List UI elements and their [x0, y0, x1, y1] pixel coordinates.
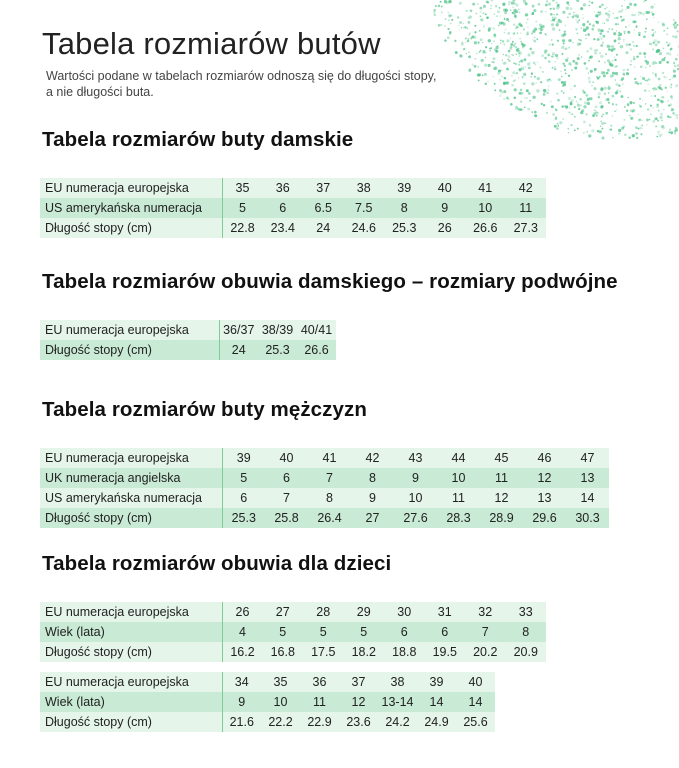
size-value-cell: 20.9 — [506, 642, 547, 662]
size-value-cell: 25.3 — [258, 340, 297, 360]
size-value-cell: 8 — [351, 468, 394, 488]
size-value-cell: 13 — [523, 488, 566, 508]
size-value-cell: 11 — [300, 692, 339, 712]
table-row — [40, 672, 495, 692]
size-value-cell: 24.6 — [344, 218, 385, 238]
size-value-cell: 18.8 — [384, 642, 425, 662]
size-value-cell: 25.6 — [456, 712, 495, 732]
page-title: Tabela rozmiarów butów — [42, 26, 381, 61]
size-value-cell: 24.2 — [378, 712, 417, 732]
size-value-cell: 14 — [417, 692, 456, 712]
size-value-cell: 27 — [351, 508, 394, 528]
table-row — [40, 178, 546, 198]
size-value-cell: 7 — [265, 488, 308, 508]
row-label: Długość stopy (cm) — [40, 340, 219, 360]
size-value-cell: 30.3 — [566, 508, 609, 528]
size-value-cell: 7 — [465, 622, 506, 642]
subtitle-line-1: Wartości podane w tabelach rozmiarów odnoszą się do długości stopy, — [46, 69, 437, 83]
size-value-cell: 40 — [456, 672, 495, 692]
size-value-cell: 26 — [222, 602, 263, 622]
size-value-cell: 12 — [480, 488, 523, 508]
size-value-cell: 26.4 — [308, 508, 351, 528]
size-value-cell: 23.6 — [339, 712, 378, 732]
table-men-sizes — [40, 448, 609, 528]
size-value-cell: 10 — [437, 468, 480, 488]
size-value-cell: 36 — [300, 672, 339, 692]
size-value-cell: 11 — [480, 468, 523, 488]
table-row — [40, 622, 546, 642]
size-value-cell: 10 — [465, 198, 506, 218]
table-row — [40, 468, 609, 488]
table-row — [40, 340, 336, 360]
size-value-cell: 28.3 — [437, 508, 480, 528]
size-value-cell: 39 — [417, 672, 456, 692]
table-women-sizes — [40, 178, 546, 238]
size-value-cell: 25.8 — [265, 508, 308, 528]
size-value-cell: 32 — [465, 602, 506, 622]
page-subtitle — [46, 68, 466, 100]
size-value-cell: 19.5 — [425, 642, 466, 662]
size-value-cell: 6 — [222, 488, 265, 508]
size-value-cell: 22.2 — [261, 712, 300, 732]
size-value-cell: 38/39 — [258, 320, 297, 340]
size-value-cell: 23.4 — [263, 218, 304, 238]
section-title-men: Tabela rozmiarów buty mężczyzn — [42, 398, 368, 421]
size-value-cell: 8 — [384, 198, 425, 218]
size-value-cell: 22.8 — [222, 218, 263, 238]
table-kids-sizes-2 — [40, 672, 495, 732]
size-value-cell: 41 — [465, 178, 506, 198]
row-label: Wiek (lata) — [40, 622, 222, 642]
size-value-cell: 7 — [308, 468, 351, 488]
size-value-cell: 18.2 — [344, 642, 385, 662]
size-value-cell: 16.8 — [263, 642, 304, 662]
table-row — [40, 488, 609, 508]
size-value-cell: 26.6 — [465, 218, 506, 238]
size-value-cell: 24.9 — [417, 712, 456, 732]
size-value-cell: 43 — [394, 448, 437, 468]
row-label: EU numeracja europejska — [40, 602, 222, 622]
size-value-cell: 6 — [265, 468, 308, 488]
table-row — [40, 508, 609, 528]
size-value-cell: 36 — [263, 178, 304, 198]
table-row — [40, 712, 495, 732]
size-value-cell: 13-14 — [378, 692, 417, 712]
size-value-cell: 5 — [222, 198, 263, 218]
size-value-cell: 26 — [425, 218, 466, 238]
size-value-cell: 39 — [222, 448, 265, 468]
size-value-cell: 42 — [506, 178, 547, 198]
size-value-cell: 11 — [506, 198, 547, 218]
size-value-cell: 38 — [378, 672, 417, 692]
size-value-cell: 9 — [425, 198, 466, 218]
size-value-cell: 47 — [566, 448, 609, 468]
size-value-cell: 44 — [437, 448, 480, 468]
size-value-cell: 31 — [425, 602, 466, 622]
table-row — [40, 198, 546, 218]
table-row — [40, 448, 609, 468]
row-label: US amerykańska numeracja — [40, 198, 222, 218]
size-value-cell: 6 — [425, 622, 466, 642]
size-value-cell: 6 — [263, 198, 304, 218]
row-label: Długość stopy (cm) — [40, 642, 222, 662]
size-value-cell: 16.2 — [222, 642, 263, 662]
row-label: Długość stopy (cm) — [40, 218, 222, 238]
size-value-cell: 5 — [303, 622, 344, 642]
table-row — [40, 320, 336, 340]
size-value-cell: 24 — [303, 218, 344, 238]
size-value-cell: 25.3 — [384, 218, 425, 238]
table-row — [40, 602, 546, 622]
size-value-cell: 26.6 — [297, 340, 336, 360]
row-label: EU numeracja europejska — [40, 178, 222, 198]
size-value-cell: 37 — [303, 178, 344, 198]
size-value-cell: 6 — [384, 622, 425, 642]
row-label: EU numeracja europejska — [40, 448, 222, 468]
size-value-cell: 39 — [384, 178, 425, 198]
size-value-cell: 13 — [566, 468, 609, 488]
table-women-double-sizes — [40, 320, 336, 360]
size-value-cell: 40 — [265, 448, 308, 468]
size-value-cell: 14 — [566, 488, 609, 508]
row-label: EU numeracja europejska — [40, 320, 219, 340]
size-value-cell: 27.3 — [506, 218, 547, 238]
size-value-cell: 40/41 — [297, 320, 336, 340]
size-value-cell: 24 — [219, 340, 258, 360]
size-value-cell: 9 — [222, 692, 261, 712]
row-label: US amerykańska numeracja — [40, 488, 222, 508]
size-value-cell: 40 — [425, 178, 466, 198]
row-label: Długość stopy (cm) — [40, 712, 222, 732]
table-row — [40, 692, 495, 712]
size-value-cell: 41 — [308, 448, 351, 468]
size-value-cell: 27.6 — [394, 508, 437, 528]
size-value-cell: 33 — [506, 602, 547, 622]
size-value-cell: 9 — [394, 468, 437, 488]
table-row — [40, 218, 546, 238]
size-value-cell: 37 — [339, 672, 378, 692]
subtitle-line-2: a nie długości buta. — [46, 85, 154, 99]
size-value-cell: 14 — [456, 692, 495, 712]
size-value-cell: 6.5 — [303, 198, 344, 218]
size-value-cell: 8 — [506, 622, 547, 642]
size-value-cell: 5 — [344, 622, 385, 642]
row-label: UK numeracja angielska — [40, 468, 222, 488]
size-value-cell: 21.6 — [222, 712, 261, 732]
size-value-cell: 35 — [222, 178, 263, 198]
size-value-cell: 28.9 — [480, 508, 523, 528]
size-value-cell: 27 — [263, 602, 304, 622]
size-value-cell: 17.5 — [303, 642, 344, 662]
size-value-cell: 25.3 — [222, 508, 265, 528]
size-value-cell: 30 — [384, 602, 425, 622]
size-value-cell: 34 — [222, 672, 261, 692]
size-value-cell: 42 — [351, 448, 394, 468]
size-value-cell: 10 — [394, 488, 437, 508]
size-value-cell: 5 — [263, 622, 304, 642]
section-title-kids: Tabela rozmiarów obuwia dla dzieci — [42, 552, 392, 575]
size-value-cell: 5 — [222, 468, 265, 488]
row-label: EU numeracja europejska — [40, 672, 222, 692]
size-value-cell: 11 — [437, 488, 480, 508]
size-value-cell: 4 — [222, 622, 263, 642]
size-value-cell: 35 — [261, 672, 300, 692]
size-value-cell: 20.2 — [465, 642, 506, 662]
size-value-cell: 46 — [523, 448, 566, 468]
size-value-cell: 12 — [523, 468, 566, 488]
size-value-cell: 29.6 — [523, 508, 566, 528]
size-value-cell: 38 — [344, 178, 385, 198]
size-value-cell: 28 — [303, 602, 344, 622]
size-value-cell: 29 — [344, 602, 385, 622]
section-title-women-double: Tabela rozmiarów obuwia damskiego – rozmiary podwójne — [42, 270, 618, 293]
size-value-cell: 22.9 — [300, 712, 339, 732]
size-value-cell: 9 — [351, 488, 394, 508]
size-value-cell: 8 — [308, 488, 351, 508]
section-title-women: Tabela rozmiarów buty damskie — [42, 128, 354, 151]
size-value-cell: 7.5 — [344, 198, 385, 218]
size-value-cell: 45 — [480, 448, 523, 468]
size-value-cell: 12 — [339, 692, 378, 712]
row-label: Długość stopy (cm) — [40, 508, 222, 528]
size-value-cell: 36/37 — [219, 320, 258, 340]
table-row — [40, 642, 546, 662]
table-kids-sizes-1 — [40, 602, 546, 662]
row-label: Wiek (lata) — [40, 692, 222, 712]
size-value-cell: 10 — [261, 692, 300, 712]
